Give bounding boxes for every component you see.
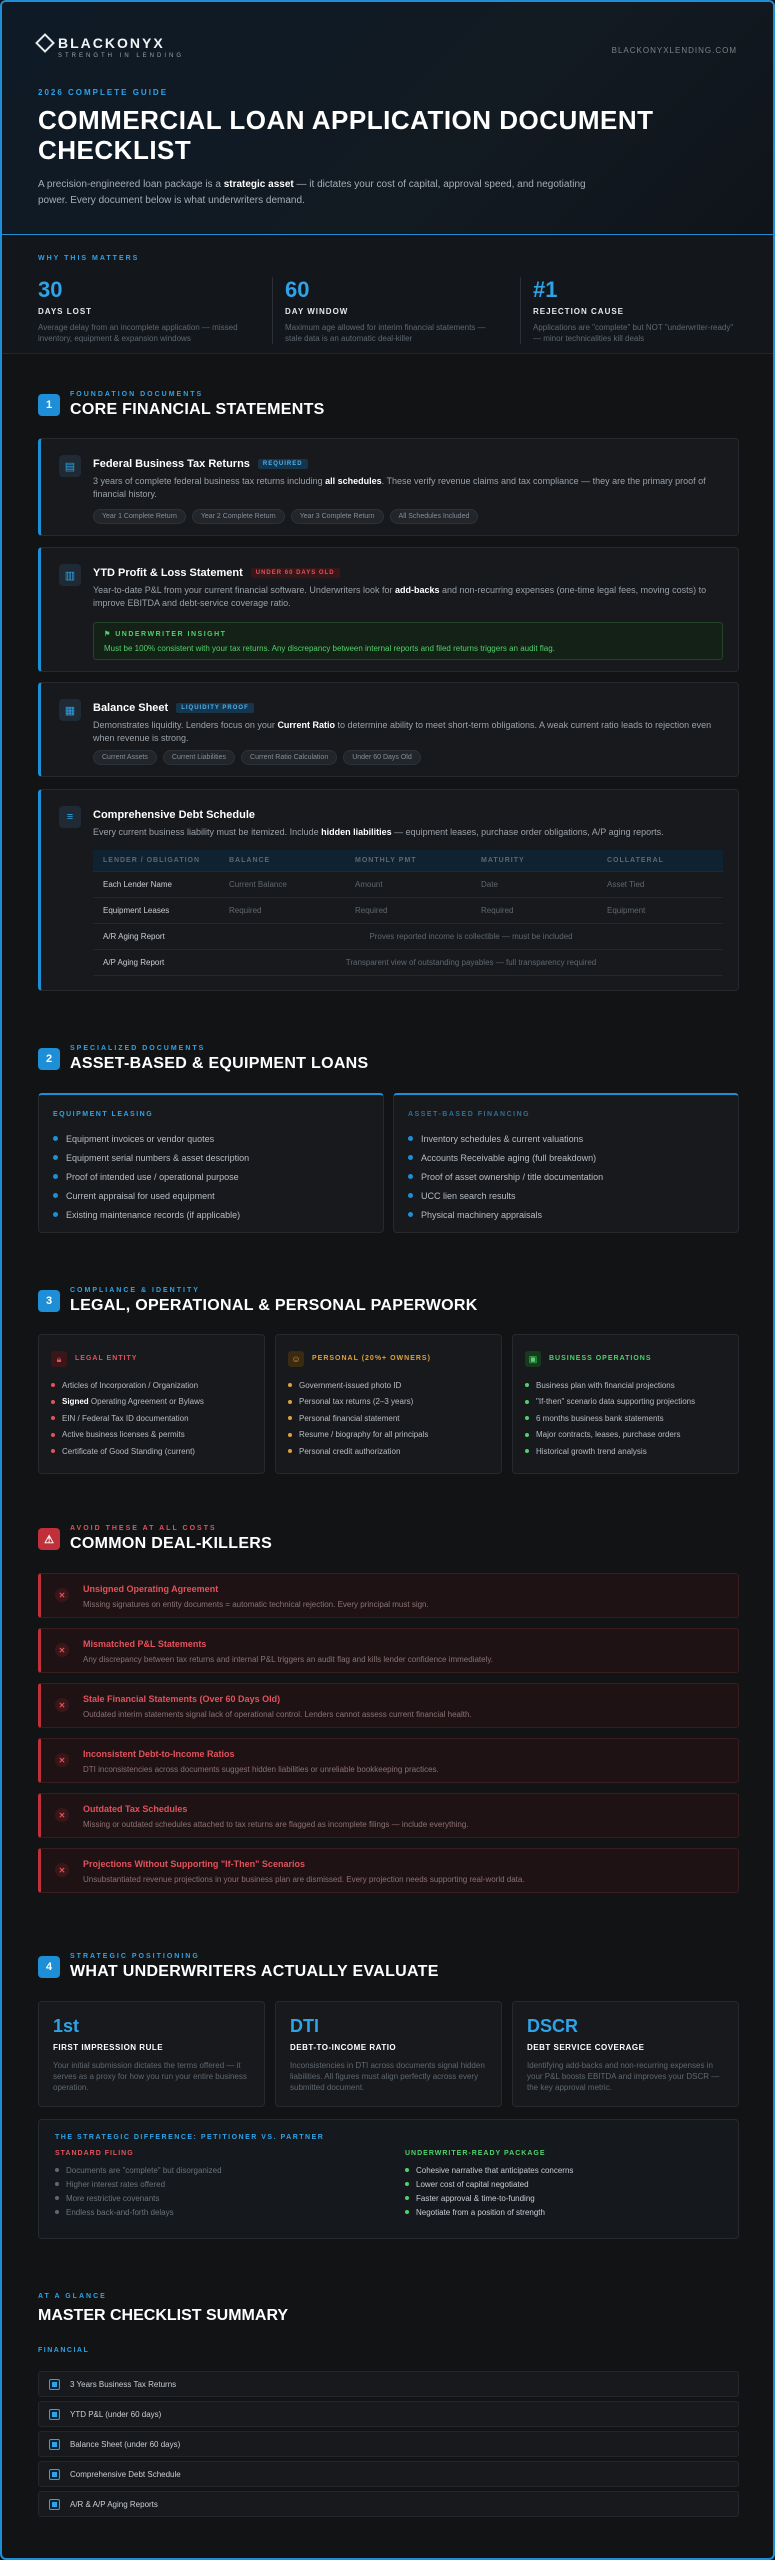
- metric-value: DSCR: [527, 2016, 579, 2036]
- table-row: [93, 898, 723, 924]
- deal-killer-item: [38, 1793, 739, 1838]
- section-kicker: STRATEGIC POSITIONING: [70, 1953, 200, 1960]
- deal-killer-desc: Missing or outdated schedules attached to tax returns are flagged as incomplete filings — include everything.: [83, 1820, 469, 1829]
- table-cell: Equipment: [607, 906, 646, 915]
- close-icon: ✕: [55, 1698, 69, 1712]
- chip: Current Ratio Calculation: [241, 750, 337, 765]
- checkbox-icon[interactable]: [49, 2499, 60, 2510]
- chip: Under 60 Days Old: [343, 750, 421, 765]
- table-cell: Required: [229, 906, 262, 915]
- deal-killer-title: Projections Without Supporting "If-Then" Scenarios: [83, 1859, 305, 1869]
- checklist-label: Comprehensive Debt Schedule: [70, 2469, 181, 2479]
- checklist-item[interactable]: [38, 2491, 739, 2517]
- table-cell: Asset Tied: [607, 880, 645, 889]
- warning-icon: ⚠: [38, 1528, 60, 1550]
- table-row: [93, 950, 723, 976]
- panel-list: [288, 1377, 428, 1460]
- evaluation-metrics: [38, 2001, 739, 2107]
- hero-header: [2, 2, 773, 235]
- close-icon: ✕: [55, 1863, 69, 1877]
- section-number: 2: [38, 1048, 60, 1070]
- personal-panel: [275, 1334, 502, 1474]
- table-cell: Transparent view of outstanding payables — full transparency required: [345, 958, 597, 967]
- section-3-header: [38, 1287, 478, 1315]
- list-item: Proof of intended use / operational purpose: [53, 1167, 249, 1186]
- list-item: Equipment invoices or vendor quotes: [53, 1129, 249, 1148]
- hero-lead: A precision-engineered loan package is a strategic asset — it dictates your cost of capital, approval speed, and negotiating power. Every document below is what underwriters demand.: [38, 179, 586, 206]
- card-desc: Demonstrates liquidity. Lenders focus on your Current Ratio to determine ability to meet short-term obligations. A weak current ratio leads to rejection even when revenue is strong.: [93, 720, 712, 743]
- checkbox-icon[interactable]: [49, 2409, 60, 2420]
- close-icon: ✕: [55, 1588, 69, 1602]
- chip-list: [93, 750, 421, 765]
- section-kicker: FOUNDATION DOCUMENTS: [70, 391, 204, 398]
- metric-title: DEBT SERVICE COVERAGE: [527, 2043, 645, 2052]
- table-cell: A/P Aging Report: [103, 958, 165, 967]
- deal-killer-desc: Unsubstantiated revenue projections in your business plan are dismissed. Every projection needs supporting real-world data.: [83, 1875, 525, 1884]
- section-1-header: [38, 391, 325, 419]
- insight-text: Must be 100% consistent with your tax returns. Any discrepancy between internal reports and filed returns triggers an audit flag.: [104, 644, 555, 653]
- metric-desc: Inconsistencies in DTI across documents signal hidden liabilities. All figures must align perfectly across every submitted document.: [290, 2061, 485, 2092]
- chip: Current Liabilities: [163, 750, 235, 765]
- brand-tagline: STRENGTH IN LENDING: [58, 53, 185, 59]
- column-header: MONTHLY PMT: [355, 857, 417, 864]
- deal-killer-title: Unsigned Operating Agreement: [83, 1584, 219, 1594]
- close-icon: ✕: [55, 1808, 69, 1822]
- equipment-leasing-panel: [38, 1093, 384, 1233]
- debt-table: [93, 850, 723, 976]
- section-number: 1: [38, 394, 60, 416]
- underwriter-ready-column: [405, 2150, 725, 2219]
- chip: Year 3 Complete Return: [291, 509, 384, 524]
- table-header: [93, 850, 723, 872]
- metric-desc: Your initial submission dictates the terms offered — it serves as a proxy for how you run your entire business operation.: [53, 2061, 247, 2092]
- deal-killer-title: Stale Financial Statements (Over 60 Days Old): [83, 1694, 281, 1704]
- diamond-logo-icon: [35, 33, 55, 53]
- list-item: EIN / Federal Tax ID documentation: [51, 1410, 204, 1427]
- deal-killer-title: Outdated Tax Schedules: [83, 1804, 188, 1814]
- list-item: Accounts Receivable aging (full breakdown): [408, 1148, 603, 1167]
- why-this-matters: [2, 237, 773, 354]
- metric-title: DEBT-TO-INCOME RATIO: [290, 2043, 397, 2052]
- strategic-difference: [38, 2119, 739, 2239]
- list-item: 6 months business bank statements: [525, 1410, 695, 1427]
- list-item: Faster approval & time-to-funding: [405, 2191, 725, 2205]
- list-item: Proof of asset ownership / title documentation: [408, 1167, 603, 1186]
- section-2-header: [38, 1045, 369, 1073]
- column-title: STANDARD FILING: [55, 2150, 134, 2157]
- status-badge: REQUIRED: [258, 459, 308, 469]
- business-operations-panel: [512, 1334, 739, 1474]
- list-item: Certificate of Good Standing (current): [51, 1443, 204, 1460]
- panel-title: EQUIPMENT LEASING: [53, 1111, 154, 1118]
- card-title: Balance Sheet LIQUIDITY PROOF: [93, 702, 254, 714]
- table-cell: Current Balance: [229, 880, 287, 889]
- checklist-label: YTD P&L (under 60 days): [70, 2409, 162, 2419]
- list-item: Business plan with financial projections: [525, 1377, 695, 1394]
- list-item: Personal credit authorization: [288, 1443, 428, 1460]
- lock-icon: 🔒︎: [51, 1351, 67, 1367]
- document-icon: ▤: [59, 455, 81, 477]
- checkbox-icon[interactable]: [49, 2379, 60, 2390]
- column-header: MATURITY: [481, 857, 525, 864]
- metric-card: [512, 2001, 739, 2107]
- deal-killer-title: Inconsistent Debt-to-Income Ratios: [83, 1749, 235, 1759]
- list-item: Personal financial statement: [288, 1410, 428, 1427]
- chart-icon: ▥: [59, 564, 81, 586]
- checklist-item[interactable]: [38, 2431, 739, 2457]
- list-item: Government-issued photo ID: [288, 1377, 428, 1394]
- chip: Current Assets: [93, 750, 157, 765]
- section-number: 4: [38, 1956, 60, 1978]
- section-kicker: AVOID THESE AT ALL COSTS: [70, 1525, 217, 1532]
- panel-title: BUSINESS OPERATIONS: [549, 1355, 652, 1362]
- list-item: Personal tax returns (2–3 years): [288, 1394, 428, 1411]
- legal-entity-panel: [38, 1334, 265, 1474]
- chip: All Schedules Included: [390, 509, 479, 524]
- checklist-item[interactable]: [38, 2371, 739, 2397]
- column-header: LENDER / OBLIGATION: [103, 857, 201, 864]
- table-cell: Proves reported income is collectible — must be included: [369, 932, 573, 941]
- list-item: Cohesive narrative that anticipates concerns: [405, 2163, 725, 2177]
- list-item: UCC lien search results: [408, 1186, 603, 1205]
- metric-title: FIRST IMPRESSION RULE: [53, 2043, 164, 2052]
- card-tax-returns: [38, 438, 739, 536]
- table-cell: Each Lender Name: [103, 880, 172, 889]
- list-item: Physical machinery appraisals: [408, 1205, 603, 1224]
- stat-desc: Applications are "complete" but NOT "underwriter-ready" — minor technicalities kill deals: [533, 323, 734, 343]
- card-title: Federal Business Tax Returns REQUIRED: [93, 458, 308, 470]
- table-cell: Required: [481, 906, 514, 915]
- chip: Year 2 Complete Return: [192, 509, 285, 524]
- list-item: Active business licenses & permits: [51, 1427, 204, 1444]
- stat-day-window: [272, 277, 492, 344]
- close-icon: ✕: [55, 1753, 69, 1767]
- list-item: Signed Operating Agreement or Bylaws: [51, 1394, 204, 1411]
- deal-killer-title: Mismatched P&L Statements: [83, 1639, 207, 1649]
- section-title: ASSET-BASED & EQUIPMENT LOANS: [70, 1055, 369, 1072]
- list-item: Higher interest rates offered: [55, 2177, 375, 2191]
- section-title: WHAT UNDERWRITERS ACTUALLY EVALUATE: [70, 1963, 439, 1980]
- checklist-item[interactable]: [38, 2461, 739, 2487]
- building-icon: ▣: [525, 1351, 541, 1367]
- column-title: UNDERWRITER-READY PACKAGE: [405, 2150, 546, 2157]
- card-title: YTD Profit & Loss Statement UNDER 60 DAYS OLD: [93, 567, 340, 579]
- panel-title: ASSET-BASED FINANCING: [408, 1111, 531, 1118]
- card-desc: Year-to-date P&L from your current financial software. Underwriters look for add-backs and non-recurring expenses (one-time legal fees, moving costs) to improve EBITDA and debt-service coverage ratio.: [93, 585, 707, 608]
- table-cell: A/R Aging Report: [103, 932, 165, 941]
- calculator-icon: ▦: [59, 699, 81, 721]
- asset-based-panel: [393, 1093, 739, 1233]
- deal-killer-item: [38, 1738, 739, 1783]
- stat-desc: Average delay from an incomplete application — missed inventory, equipment & expansion windows: [38, 323, 238, 343]
- card-desc: Every current business liability must be itemized. Include hidden liabilities — equipment leases, purchase order obligations, A/P aging reports.: [93, 827, 664, 837]
- list-item: Major contracts, leases, purchase orders: [525, 1427, 695, 1444]
- deal-killer-desc: Any discrepancy between tax returns and internal P&L triggers an audit flag and kills lender confidence immediately.: [83, 1655, 494, 1664]
- underwriter-insight: [93, 622, 723, 660]
- section-kicker: SPECIALIZED DOCUMENTS: [70, 1045, 206, 1052]
- list-item: Historical growth trend analysis: [525, 1443, 695, 1460]
- list-item: Documents are "complete" but disorganized: [55, 2163, 375, 2177]
- list-item: Lower cost of capital negotiated: [405, 2177, 725, 2191]
- status-badge: LIQUIDITY PROOF: [176, 703, 254, 713]
- stat-title: DAY WINDOW: [285, 307, 349, 316]
- card-title: Comprehensive Debt Schedule: [93, 809, 255, 821]
- list-item: Current appraisal for used equipment: [53, 1186, 249, 1205]
- list-item: Existing maintenance records (if applicable): [53, 1205, 249, 1224]
- brand-logo[interactable]: [38, 35, 185, 59]
- stat-number: #1: [533, 277, 558, 302]
- metric-card: [38, 2001, 265, 2107]
- deal-killer-desc: Missing signatures on entity documents = automatic technical rejection. Every principal must sign.: [83, 1600, 429, 1609]
- site-link[interactable]: BLACKONYXLENDING.COM: [611, 46, 737, 55]
- metric-value: DTI: [290, 2016, 319, 2036]
- card-balance-sheet: [38, 682, 739, 777]
- panel-title: LEGAL ENTITY: [75, 1355, 138, 1362]
- checklist-label: Balance Sheet (under 60 days): [70, 2439, 181, 2449]
- checkbox-icon[interactable]: [49, 2439, 60, 2450]
- compare-title: THE STRATEGIC DIFFERENCE: PETITIONER VS. PARTNER: [55, 2134, 325, 2141]
- standard-filing-column: [55, 2150, 375, 2219]
- close-icon: ✕: [55, 1643, 69, 1657]
- list-item: Endless back-and-forth delays: [55, 2205, 375, 2219]
- section-number: 3: [38, 1290, 60, 1312]
- chip: Year 1 Complete Return: [93, 509, 186, 524]
- list-item: Negotiate from a position of strength: [405, 2205, 725, 2219]
- panel-list: [51, 1377, 204, 1460]
- section-title: CORE FINANCIAL STATEMENTS: [70, 401, 325, 418]
- stat-title: DAYS LOST: [38, 307, 93, 316]
- checkbox-icon[interactable]: [49, 2469, 60, 2480]
- section-title: COMMON DEAL-KILLERS: [70, 1535, 273, 1552]
- deal-killer-desc: DTI inconsistencies across documents suggest hidden liabilities or unreliable bookkeeping practices.: [83, 1765, 439, 1774]
- metric-value: 1st: [53, 2016, 80, 2036]
- stat-days-lost: [38, 277, 258, 344]
- section-title: LEGAL, OPERATIONAL & PERSONAL PAPERWORK: [70, 1297, 478, 1314]
- table-cell: Amount: [355, 880, 383, 889]
- list-item: Inventory schedules & current valuations: [408, 1129, 603, 1148]
- card-debt-schedule: [38, 789, 739, 991]
- stat-number: 60: [285, 277, 310, 302]
- column-header: BALANCE: [229, 857, 271, 864]
- table-cell: Date: [481, 880, 498, 889]
- panel-title: PERSONAL (20%+ OWNERS): [312, 1355, 431, 1362]
- deal-killer-item: [38, 1573, 739, 1618]
- card-desc: 3 years of complete federal business tax returns including all schedules. These verify revenue claims and tax compliance — they are the primary proof of financial history.: [93, 476, 706, 499]
- list-item: More restrictive covenants: [55, 2191, 375, 2205]
- table-cell: Required: [355, 906, 388, 915]
- brand-name: BLACKONYX: [58, 35, 165, 51]
- panel-list: [408, 1129, 603, 1224]
- metric-card: [275, 2001, 502, 2107]
- table-row: [93, 924, 723, 950]
- stat-number: 30: [38, 277, 63, 302]
- paperwork-panels: [38, 1334, 739, 1474]
- why-label: WHY THIS MATTERS: [38, 255, 140, 262]
- chip-list: [93, 509, 478, 524]
- checklist-item[interactable]: [38, 2401, 739, 2427]
- metric-desc: Identifying add-backs and non-recurring expenses in your P&L boosts EBITDA and improves your DSCR — the key approval metric.: [527, 2061, 720, 2092]
- card-ytd-pl: [38, 547, 739, 672]
- insight-title: ⚑ UNDERWRITER INSIGHT: [104, 631, 227, 638]
- deal-killer-item: [38, 1683, 739, 1728]
- summary-title: MASTER CHECKLIST SUMMARY: [38, 2307, 289, 2324]
- checklist-label: 3 Years Business Tax Returns: [70, 2379, 177, 2389]
- panel-list: [525, 1377, 695, 1460]
- section-kicker: COMPLIANCE & IDENTITY: [70, 1287, 200, 1294]
- list-item: Resume / biography for all principals: [288, 1427, 428, 1444]
- deal-killer-desc: Outdated interim statements signal lack of operational control. Lenders cannot assess current financial health.: [83, 1710, 472, 1719]
- table-row: [93, 872, 723, 898]
- deal-killers-header: [38, 1525, 272, 1553]
- list-item: Articles of Incorporation / Organization: [51, 1377, 204, 1394]
- list-item: "If-then" scenario data supporting projections: [525, 1394, 695, 1411]
- summary-group-label: FINANCIAL: [38, 2347, 90, 2354]
- stat-rejection-cause: [520, 277, 740, 344]
- section-4-header: [38, 1953, 439, 1981]
- deal-killer-item: [38, 1848, 739, 1893]
- person-icon: ☺: [288, 1351, 304, 1367]
- deal-killer-item: [38, 1628, 739, 1673]
- stat-title: REJECTION CAUSE: [533, 307, 625, 316]
- hero-kicker: 2026 COMPLETE GUIDE: [38, 88, 169, 97]
- list-item: Equipment serial numbers & asset description: [53, 1148, 249, 1167]
- stat-desc: Maximum age allowed for interim financial statements — stale data is an automatic deal-killer: [285, 323, 486, 343]
- checklist-label: A/R & A/P Aging Reports: [70, 2499, 158, 2509]
- panel-list: [53, 1129, 249, 1224]
- status-badge: UNDER 60 DAYS OLD: [251, 568, 340, 578]
- table-cell: Equipment Leases: [103, 906, 170, 915]
- column-header: COLLATERAL: [607, 857, 664, 864]
- page-title: COMMERCIAL LOAN APPLICATION DOCUMENT CHECKLIST: [38, 105, 654, 165]
- summary-kicker: AT A GLANCE: [38, 2293, 107, 2300]
- list-icon: ≡: [59, 806, 81, 828]
